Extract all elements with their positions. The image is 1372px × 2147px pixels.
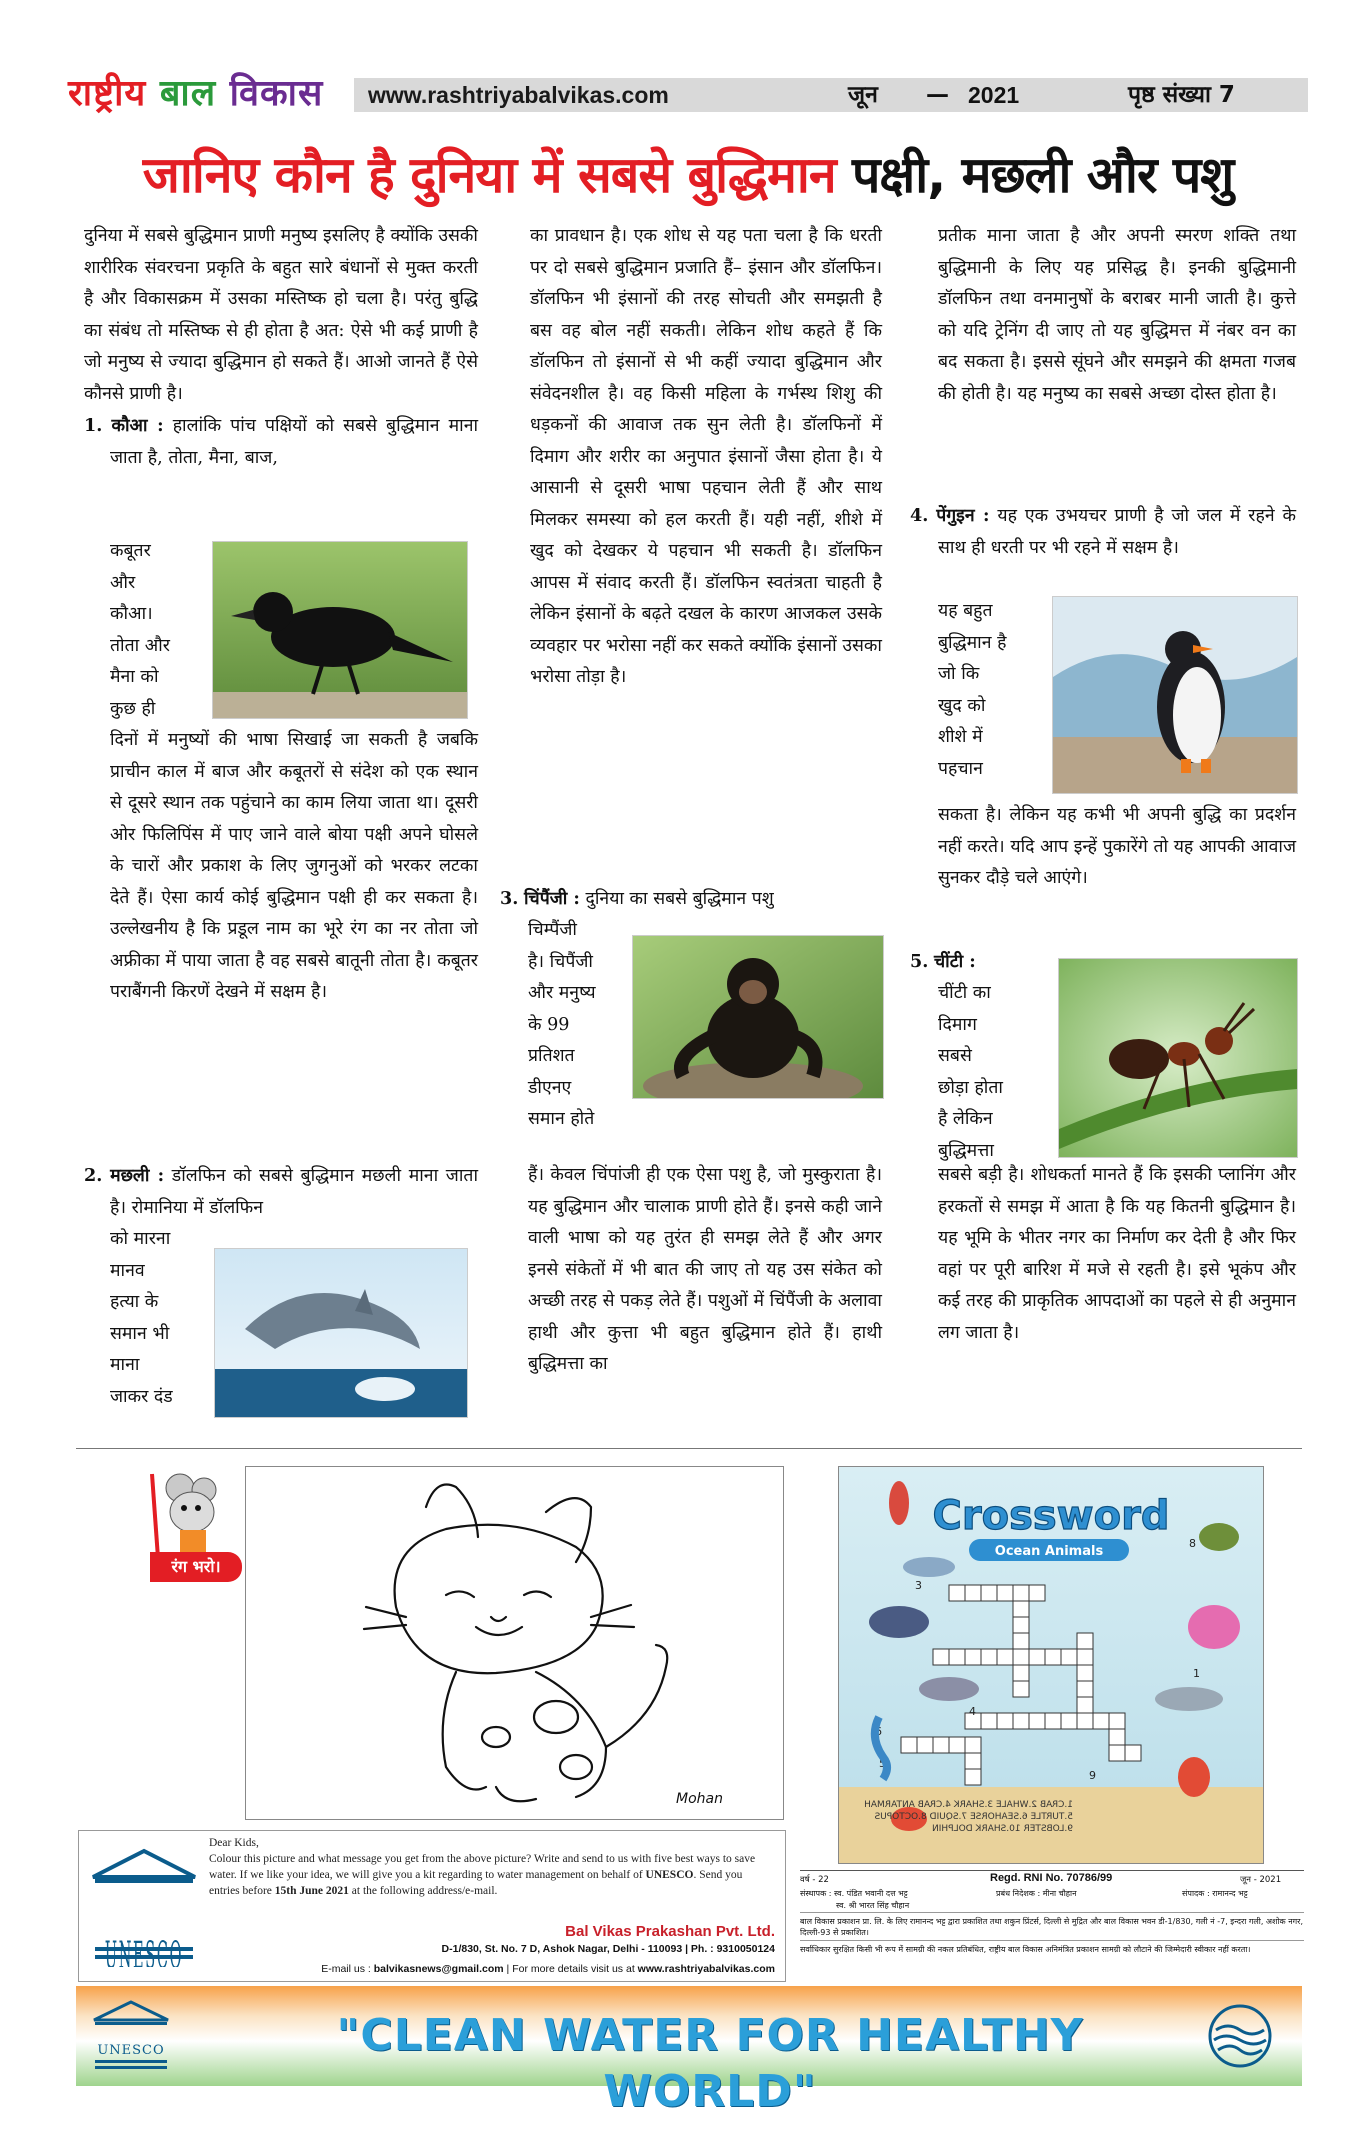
message-unesco: UNESCO	[645, 1869, 694, 1881]
chimp-lead-text: दुनिया का सबसे बुद्धिमान पशु	[585, 889, 774, 909]
headline-black: पक्षी, मछली और पशु	[852, 146, 1234, 204]
fish-number: 2.	[84, 1165, 103, 1186]
imprint-rights: सर्वाधिकार सुरक्षित किसी भी रूप में सामग्री की नकल प्रतिबंधित, राष्ट्रीय बाल विकास अनिमंत्रित प्रकाशन सामग्री को लौटाने की जिम्मेदारी स्वीकार नहीं करता।	[800, 1945, 1251, 1954]
chimp-beside-line: प्रतिशत	[528, 1046, 575, 1066]
penguin-beside-text	[938, 596, 1050, 785]
imprint-varsh: वर्ष - 22	[800, 1875, 829, 1885]
kitten-drawing	[246, 1467, 783, 1819]
crossword-puzzle	[838, 1466, 1264, 1864]
clue-number: 6	[875, 1725, 882, 1738]
clue-number: 5	[879, 1757, 886, 1770]
whale-icon	[869, 1606, 929, 1638]
shark-icon	[1155, 1687, 1223, 1711]
ant-beside-line: सबसे	[938, 1046, 972, 1066]
penguin-beside-line: खुद को	[938, 695, 986, 716]
ant-beside-line: चींटी का	[938, 983, 991, 1003]
ant-number: 5.	[910, 951, 929, 972]
penguin-title: पेंगुइन :	[936, 505, 990, 526]
article-column-2-top: का प्रावधान है। एक शोध से यह पता चला है कि धरती पर दो सबसे बुद्धिमान प्रजाति हैं– इंसान और डॉलफिन। डॉलफिन भी इंसानों की तरह सोचती और समझती है बस वह बोल नहीं सकती। लेकिन शोध कहते हैं कि डॉलफिन तो इंसानों से भी कहीं ज्यादा बुद्धिमान और संवेदनशील है। वह किसी महिला के गर्भस्थ शिशु की धड़कनों की आवाज तक सुन लेती है। डॉलफिनों में दिमाग और शरीर का अनुपात इंसानों जैसा होता है। ये आसानी से दूसरी भाषा पहचान लेती हैं और साथ मिलकर समस्या को हल करती हैं। यही नहीं, शीशे में खुद को देखकर ये पहचान भी सकती है। डॉलफिन आपस में संवाद करती हैं। डॉलफिन स्वतंत्रता चाहती है लेकिन इंसानों के बढ़ते दखल के कारण आजकल उसके व्यवहार पर भरोसा नहीं कर सकते क्योंकि इंसानों उसका भरोसा तोड़ा है।	[530, 226, 882, 687]
ant-lead	[910, 946, 1030, 979]
crow-beside-text	[110, 536, 210, 725]
lobster-icon	[1178, 1757, 1210, 1797]
crow-beside-line: कुछ ही	[110, 698, 156, 719]
imprint-issue: जून - 2021	[1240, 1875, 1282, 1885]
banner-unesco-text: UNESCO	[97, 2043, 165, 2058]
company-address: D-1/830, St. No. 7 D, Ashok Nagar, Delhi - 110093 | Ph. : 9310050124	[441, 1943, 775, 1955]
fish-beside-text	[110, 1224, 214, 1413]
deadline: 15th June 2021	[274, 1885, 349, 1897]
mirrored-answers: 5.TURTLE 6.SEAHORSE 7.SQUID 8.OCTOPUS	[874, 1812, 1073, 1822]
chimpanzee-photo	[632, 935, 884, 1099]
imprint-patron: स्व. श्री भारत सिंह चौहान	[836, 1901, 910, 1910]
color-it-label: रंग भरो।	[150, 1552, 242, 1582]
section-divider	[76, 1448, 1302, 1449]
chimp-beside-line: चिम्पैंजी	[528, 920, 577, 940]
crow-number: 1.	[84, 415, 103, 436]
crow-beside-line: मैना को	[110, 667, 159, 687]
fish-title: मछली :	[110, 1165, 165, 1186]
crow-beside-line: कबूतर	[110, 541, 151, 561]
unesco-message	[209, 1835, 775, 1899]
dolphin-icon	[903, 1557, 955, 1577]
clue-number: 9	[1089, 1769, 1096, 1782]
chimp-beside-line: डीएनए	[528, 1077, 572, 1098]
imprint-editor: संपादक : रामानन्द भट्ट	[1182, 1889, 1248, 1898]
intro-paragraph: दुनिया में सबसे बुद्धिमान प्राणी मनुष्य इसलिए है क्योंकि उसकी शारीरिक संवरचना प्रकृति के बहुत सारे बंधानों से मुक्त करती है और विकासक्रम में उसका मस्तिष्क हो चला है। परंतु बुद्धि का संबंध तो मस्तिष्क से ही होता है अत: ऐसे भी कई प्राणी है जो मनुष्य से ज्यादा बुद्धिमान हो सकते हैं। आओ जानते हैं ऐसे कौनसे प्राणी है।	[84, 226, 478, 404]
coloring-picture	[245, 1466, 784, 1820]
fish-lead	[84, 1160, 478, 1224]
imprint-director: प्रबंध निदेशक : मीना चौहान	[996, 1889, 1077, 1898]
crow-beside-line: तोता और	[110, 635, 170, 656]
imprint-founder: संस्थापक : स्व. पंडित भवानी दत्त भट्ट	[800, 1889, 908, 1898]
company-name: Bal Vikas Prakashan Pvt. Ltd.	[565, 1923, 775, 1940]
fish-beside-line: समान भी	[110, 1323, 170, 1344]
fish-beside-line: जाकर दंड	[110, 1386, 173, 1407]
clue-number: 8	[1189, 1537, 1196, 1550]
message-part: at the following address/e-mail.	[351, 1885, 498, 1897]
penguin-beside-line: यह बहुत	[938, 601, 993, 621]
website-link[interactable]: www.rashtriyabalvikas.com	[637, 1963, 775, 1975]
fish-beside-line: मानव	[110, 1260, 145, 1281]
message-body	[209, 1851, 775, 1899]
chimp-beside-line: समान होते	[528, 1109, 595, 1129]
banner-slogan: "CLEAN WATER FOR HEALTHY WORLD"	[336, 2010, 1084, 2117]
imprint-publisher: बाल विकास प्रकाशन प्रा. लि. के लिए रामानन्द भट्ट द्वारा प्रकाशित तथा शकुन प्रिंटर्स, दिल्ली से मुद्रित और बाल विकास भवन डी-1/830, गली नं -7, इन्दरा गली, अशोक नगर, दिल्ली-93 से प्रकाशित।	[800, 1917, 1303, 1937]
dolphin-photo	[214, 1248, 468, 1418]
ant-beside-line: दिमाग	[938, 1014, 977, 1035]
fish-lead-text: डॉलफिन को सबसे बुद्धिमान मछली माना जाता है। रोमानिया में डॉलफिन	[110, 1166, 478, 1218]
chimp-title: चिंपैंजी :	[523, 888, 580, 909]
logo-word-1: राष्ट्रीय	[68, 73, 147, 114]
crow-beside-line: और	[110, 572, 136, 593]
crow-photo	[212, 541, 468, 719]
page-number: पृष्ठ संख्या 7	[1128, 82, 1235, 108]
water-globe-icon	[1206, 2002, 1274, 2070]
penguin-beside-line: शीशे में	[938, 727, 983, 747]
crossword-title: Crossword	[932, 1493, 1170, 1539]
banner-unesco-logo	[90, 2000, 172, 2072]
email-label: E-mail us :	[321, 1963, 371, 1975]
fish-beside-line: को मारना	[110, 1229, 171, 1249]
crow-lead-text: हालांकि पांच पक्षियों को सबसे बुद्धिमान माना जाता है, तोता, मैना, बाज,	[110, 416, 479, 468]
imprint-rule	[800, 1912, 1304, 1913]
fish-beside-line: माना	[110, 1355, 140, 1375]
squid-icon	[889, 1481, 909, 1525]
chimp-lead	[500, 883, 882, 916]
crow-title: कौआ :	[111, 415, 164, 436]
article-column-1	[84, 221, 478, 474]
ant-beside-line: छोड़ा होता	[938, 1077, 1003, 1098]
masthead	[68, 72, 1308, 116]
penguin-rest: सकता है। लेकिन यह कभी भी अपनी बुद्धि का प्रदर्शन नहीं करते। यदि आप इन्हें पुकारेंगे तो यह आपकी आवाज सुनकर दौड़े चले आएंगे।	[938, 805, 1296, 888]
message-part: Colour this picture and what message you get from the above picture? Write and send to us with five best ways to save water. If we like your idea, we will give you a kit regarding to water management on behalf of	[209, 1853, 756, 1881]
clue-number: 3	[915, 1579, 922, 1592]
penguin-lead	[910, 500, 1296, 564]
unesco-logo-text: UNESCO	[104, 1933, 184, 1967]
unesco-logo	[89, 1847, 199, 1967]
penguin-beside-line: पहचान	[938, 758, 983, 779]
issue-month: जून	[848, 82, 878, 108]
penguin-beside-line: जो कि	[938, 664, 980, 684]
message-part: . Send you entries before	[209, 1869, 743, 1897]
crossword-subtitle: Ocean Animals	[994, 1544, 1104, 1559]
logo-word-3: विकास	[229, 73, 324, 114]
penguin-number: 4.	[910, 505, 929, 526]
chimp-number: 3.	[500, 888, 519, 909]
clue-number: 4	[969, 1705, 976, 1718]
publication-logo	[68, 72, 323, 116]
octopus-icon	[1188, 1605, 1240, 1649]
ant-title: चींटी :	[933, 951, 976, 972]
artist-signature: Mohan	[676, 1791, 723, 1807]
chimp-beside-line: है। चिपैंजी	[528, 951, 593, 972]
more-info: | For more details visit us at	[506, 1963, 635, 1975]
ant-rest: सबसे बड़ी है। शोधकर्ता मानते हैं कि इसकी प्लानिंग और हरकतों से समझ में आता है कि यह कितनी बुद्धिमान है। यह भूमि के भीतर नगर का निर्माण कर देती है और फिर वहां पर पूरी बारिश में मजे से रहती है। इसे भूकंप और कई तरह की प्राकृतिक आपदाओं का पहले से ही अनुमान लग जाता है।	[938, 1165, 1296, 1343]
greeting: Dear Kids,	[209, 1837, 259, 1849]
ant-photo	[1058, 958, 1298, 1158]
crow-rest: दिनों में मनुष्यों की भाषा सिखाई जा सकती है जबकि प्राचीन काल में बाज और कबूतरों से संदेश को एक स्थान से दूसरे स्थान तक पहुंचाने का काम लिया जाता था। दूसरी ओर फिलिपिंस में पाए जाने वाले बोया पक्षी अपने घोसले के चारों और प्रकाश के लिए जुगनुओं को भरकर लटका देते हैं। ऐसा कार्य कोई बुद्धिमान पक्षी ही कर सकता है। उल्लेखनीय है कि प्रडूल नाम का भूरे रंग का नर तोता जो अफ्रीका में पाया जाता है वह सबसे बातूनी तोता है। कबूतर पराबैंगनी किरणें देखने में सक्षम है।	[110, 730, 478, 1002]
imprint-rule	[800, 1940, 1304, 1941]
chimp-beside-text	[528, 915, 634, 1136]
chimp-beside-line: और मनुष्य	[528, 983, 596, 1003]
logo-word-2: बाल	[159, 73, 217, 114]
penguin-photo	[1052, 596, 1298, 794]
penguin-beside-line: बुद्धिमान है	[938, 632, 1007, 653]
unesco-contest-box	[78, 1830, 786, 1982]
contact-line	[209, 1963, 775, 1975]
mirrored-answers: 9.LOBSTER 10.SHARK DOLPHIN	[932, 1824, 1073, 1834]
email-link[interactable]: balvikasnews@gmail.com	[373, 1963, 504, 1975]
penguin-lead-text: यह एक उभयचर प्राणी है जो जल में रहने के साथ ही धरती पर भी रहने में सक्षम है।	[938, 506, 1297, 558]
article-column-3-top: प्रतीक माना जाता है और अपनी स्मरण शक्ति तथा बुद्धिमानी के लिए यह प्रसिद्ध है। इनकी बुद्धिमानी डॉलफिन तथा वनमानुषों के बराबर मानी जाती है। कुत्ते को यदि ट्रेनिंग दी जाए तो यह बुद्धिमत्त में नंबर वन का बद सकता है। इससे सूंघने और समझने की क्षमता गजब की होती है। यह मनुष्य का सबसे अच्छा दोस्त होता है।	[938, 226, 1296, 404]
crow-beside-line: कौआ।	[110, 604, 153, 624]
issue-year: 2021	[968, 82, 1020, 108]
turtle-icon	[1199, 1523, 1239, 1551]
fish-beside-line: हत्या के	[110, 1292, 159, 1312]
chimp-beside-line: के 99	[528, 1014, 570, 1035]
chimp-rest: हैं। केवल चिंपांजी ही एक ऐसा पशु है, जो मुस्कुराता है। यह बुद्धिमान और चालाक प्राणी होते हैं। इनसे कही जाने वाली भाषा को यह तुरंत ही समझ लेते हैं और अगर इनसे संकेतों में भी बात की जाए तो यह उस संकेत को अच्छी तरह से पकड़ लेते हैं। पशुओं में चिंपैंजी के अलावा हाथी और कुत्ता भी बहुत बुद्धिमान होते हैं। हाथी बुद्धिमत्ता का	[528, 1165, 882, 1374]
ant-beside-line: है लेकिन	[938, 1109, 993, 1129]
imprint-regd: Regd. RNI No. 70786/99	[990, 1872, 1113, 1884]
crow-lead	[84, 410, 478, 474]
ant-beside-text	[938, 978, 1058, 1167]
mirrored-answers: 1.CRAB 2.WHALE 3.SHARK 4.CRAB ANTARMAH	[864, 1800, 1073, 1810]
ant-beside-line: बुद्धिमत्ता	[938, 1140, 994, 1161]
clue-number: 1	[1193, 1667, 1200, 1680]
stingray-icon	[919, 1677, 979, 1701]
headline	[68, 135, 1308, 215]
headline-red: जानिए कौन है दुनिया में सबसे बुद्धिमान	[142, 146, 836, 204]
imprint-footer	[800, 1870, 1304, 1982]
imprint-rule	[800, 1870, 1304, 1871]
website-url: www.rashtriyabalvikas.com	[368, 82, 669, 108]
issue-dash: —	[926, 82, 949, 108]
